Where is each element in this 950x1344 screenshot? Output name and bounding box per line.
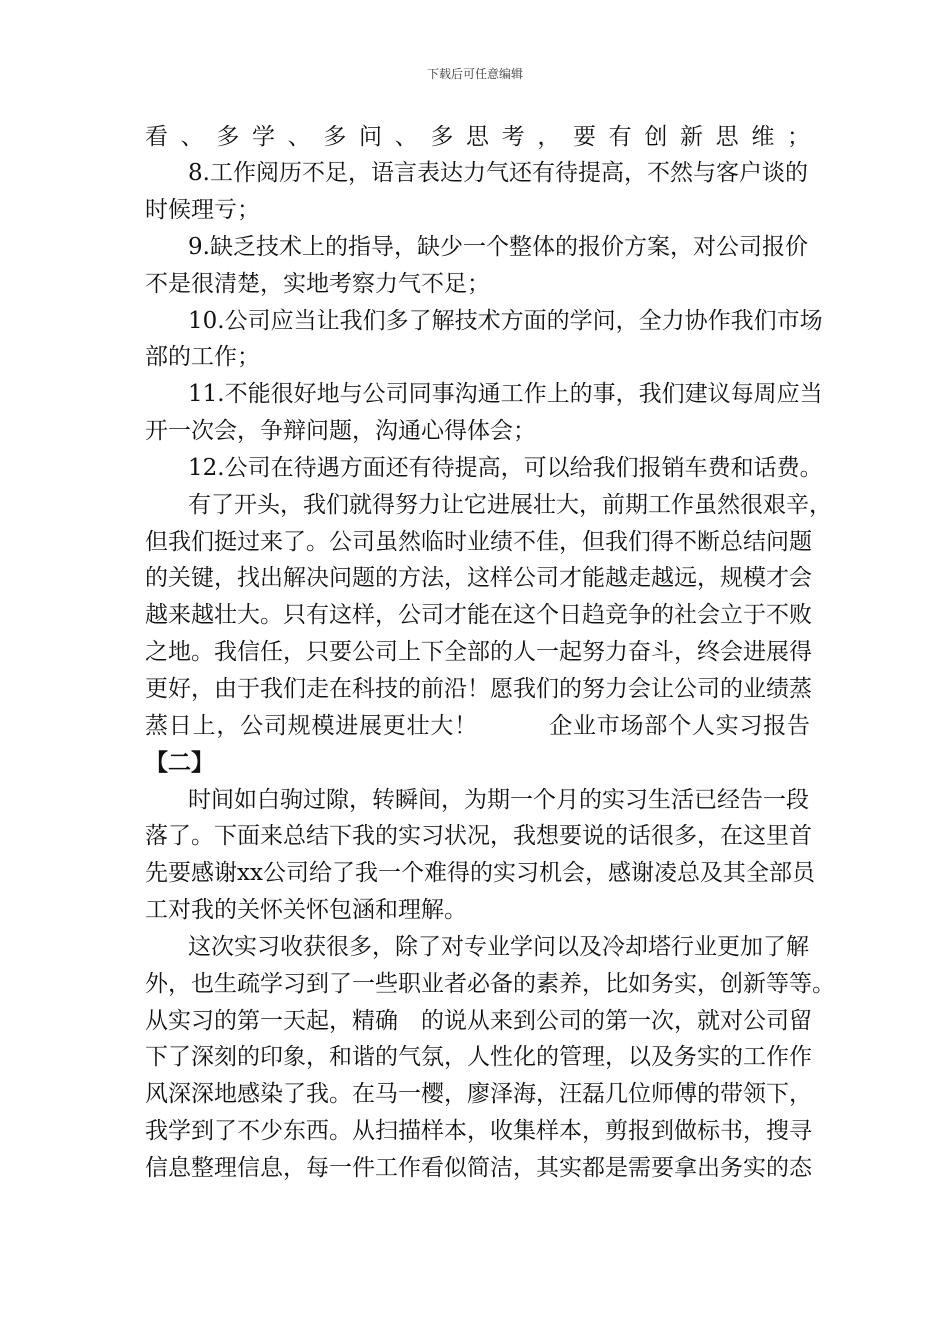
body-line: 开一次会，争辩问题，沟通心得体会； (145, 418, 536, 444)
body-line: 有了开头，我们就得努力让它进展壮大，前期工作虽然很艰辛， (188, 492, 832, 518)
body-line: 从实习的第一天起，精确 的说从来到公司的第一次，就对公司留 (145, 1008, 812, 1034)
body-line: 时候理亏； (145, 197, 260, 223)
body-line: 看、多学、多问、多思考，要有创新思维； (145, 124, 810, 150)
page-header-note: 下载后可任意编辑 (426, 67, 523, 81)
body-line: 我学到了不少东西。从扫描样本，收集样本，剪报到做标书，搜寻 (145, 1118, 812, 1144)
body-line: 信息整理信息，每一件工作看似简洁，其实都是需要拿出务实的态 (145, 1155, 812, 1181)
body-line: 越来越壮大。只有这样，公司才能在这个日趋竞争的社会立于不败 (145, 602, 812, 628)
body-line: 但我们挺过来了。公司虽然临时业绩不佳，但我们得不断总结问题 (145, 529, 812, 555)
body-line: 这次实习收获很多，除了对专业学问以及冷却塔行业更加了解 (188, 934, 809, 960)
body-line: 不是很清楚，实地考察力气不足； (145, 271, 490, 297)
body-line: 工对我的关怀关怀包涵和理解。 (145, 897, 467, 923)
body-line: 蒸日上，公司规模进展更壮大！ 企业市场部个人实习报告 (145, 713, 810, 739)
body-line: 12.公司在待遇方面还有待提高，可以给我们报销车费和话费。 (188, 455, 823, 481)
body-line: 11.不能很好地与公司同事沟通工作上的事，我们建议每周应当 (188, 381, 823, 407)
body-line: 8.工作阅历不足，语言表达力气还有待提高，不然与客户谈的 (188, 160, 808, 186)
body-line: 落了。下面来总结下我的实习状况，我想要说的话很多，在这里首 (145, 823, 812, 849)
body-line: 风深深地感染了我。在马一樱，廖泽海，汪磊几位师傅的带领下， (145, 1081, 812, 1107)
section-heading: 【二】 (145, 749, 214, 776)
body-line: 10.公司应当让我们多了解技术方面的学问，全力协作我们市场 (188, 308, 823, 334)
body-line: 的关键，找出解决问题的方法，这样公司才能越走越远，规模才会 (145, 565, 812, 591)
body-line: 部的工作； (145, 344, 260, 370)
body-line: 更好，由于我们走在科技的前沿！愿我们的努力会让公司的业绩蒸 (145, 676, 812, 702)
body-line: 下了深刻的印象，和谐的气氛，人性化的管理，以及务实的工作作 (145, 1044, 812, 1070)
body-line: 9.缺乏技术上的指导，缺少一个整体的报价方案，对公司报价 (188, 234, 808, 260)
body-line: 外，也生疏学习到了一些职业者必备的素养，比如务实，创新等等。 (145, 971, 835, 997)
body-line: 先要感谢xx公司给了我一个难得的实习机会，感谢凌总及其全部员 (145, 860, 815, 886)
body-line: 之地。我信任，只要公司上下全部的人一起努力奋斗，终会进展得 (145, 639, 812, 665)
body-line: 时间如白驹过隙，转瞬间，为期一个月的实习生活已经告一段 (188, 787, 809, 813)
